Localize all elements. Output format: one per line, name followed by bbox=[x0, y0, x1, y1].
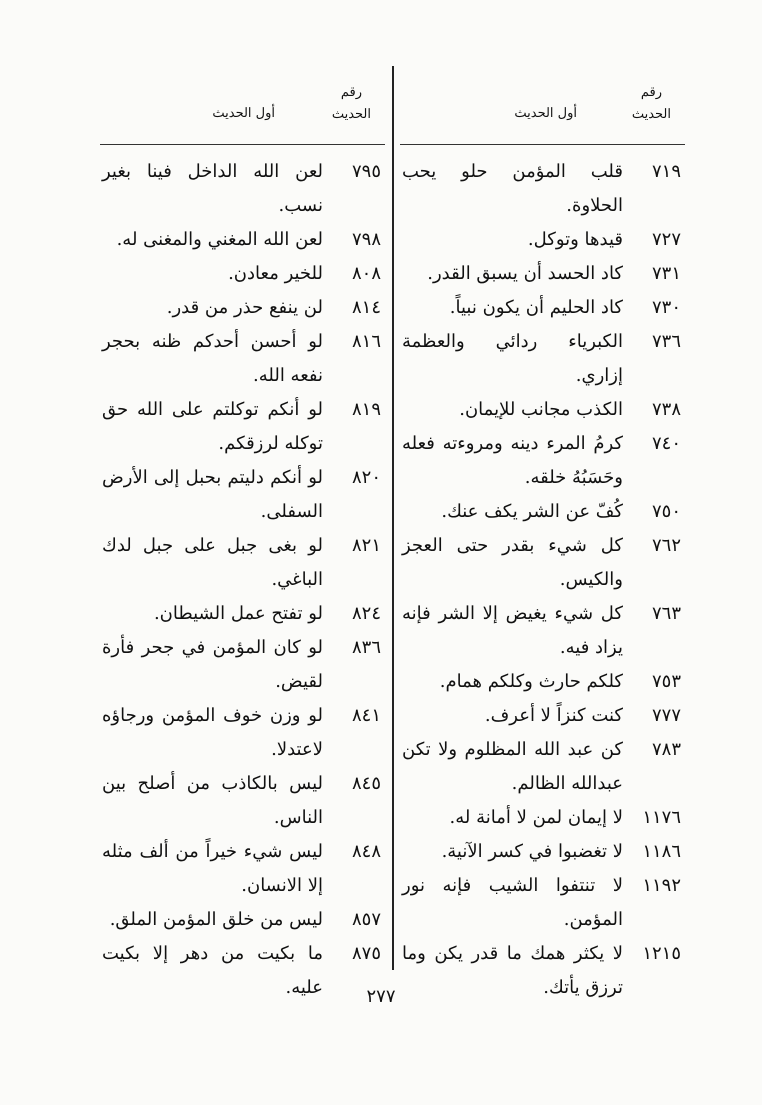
hadith-entry bbox=[100, 291, 385, 325]
hadith-number: ٧٩٥ bbox=[351, 161, 381, 182]
hadith-entry bbox=[400, 257, 685, 291]
hadith-text: للخير معادن. bbox=[228, 263, 323, 284]
hadith-text: قيدها وتوكل. bbox=[527, 229, 623, 250]
hadith-number: ٨٤٨ bbox=[351, 841, 381, 862]
hadith-text: لا يكثر همك ما قدر يكن وما ترزق يأتك. bbox=[402, 943, 623, 998]
hadith-number: ٧٣٨ bbox=[651, 399, 681, 420]
hadith-number: ٧٢٧ bbox=[651, 229, 681, 250]
hadith-text: قلب المؤمن حلو يحب الحلاوة. bbox=[402, 161, 623, 216]
hadith-text: لعن الله الداخل فينا بغير نسب. bbox=[102, 161, 323, 216]
hadith-number: ٨٢١ bbox=[351, 535, 381, 556]
hadith-entry bbox=[100, 393, 385, 461]
hadith-entry bbox=[100, 835, 385, 903]
hadith-entry bbox=[100, 903, 385, 937]
left-header-title: أول الحديث bbox=[212, 106, 275, 121]
hadith-text: لو تفتح عمل الشيطان. bbox=[153, 603, 323, 624]
hadith-text: لعن الله المغني والمغنى له. bbox=[116, 229, 323, 250]
hadith-entry bbox=[100, 699, 385, 767]
hadith-entry bbox=[400, 665, 685, 699]
hadith-text: كلكم حارث وكلكم همام. bbox=[439, 671, 623, 692]
hadith-entry bbox=[400, 801, 685, 835]
hadith-text: ليس من خلق المؤمن الملق. bbox=[109, 909, 323, 930]
right-header-num-line2: الحديث bbox=[631, 107, 671, 122]
hadith-text: لو كان المؤمن في جحر فأرة لقيض. bbox=[102, 637, 323, 692]
hadith-text: كاد الحليم أن يكون نبياً. bbox=[449, 297, 623, 318]
hadith-number: ٧٧٧ bbox=[651, 705, 681, 726]
hadith-number: ٧٤٠ bbox=[651, 433, 681, 454]
column-divider bbox=[392, 66, 394, 970]
hadith-number: ٨٧٥ bbox=[351, 943, 381, 964]
right-header-title: أول الحديث bbox=[514, 106, 577, 121]
hadith-text: ليس بالكاذب من أصلح بين الناس. bbox=[102, 773, 323, 828]
hadith-entry bbox=[100, 223, 385, 257]
hadith-number: ٧٣٠ bbox=[651, 297, 681, 318]
hadith-number: ٧٥٣ bbox=[651, 671, 681, 692]
hadith-entry bbox=[400, 529, 685, 597]
hadith-text: كل شيء بقدر حتى العجز والكيس. bbox=[402, 535, 623, 590]
hadith-entry bbox=[100, 257, 385, 291]
hadith-entry bbox=[100, 767, 385, 835]
hadith-number: ٨٤٥ bbox=[351, 773, 381, 794]
hadith-entry bbox=[400, 869, 685, 937]
hadith-number: ٨٣٦ bbox=[351, 637, 381, 658]
hadith-entry bbox=[400, 699, 685, 733]
right-header-num-line1: رقم bbox=[640, 85, 662, 100]
hadith-number: ١١٩٢ bbox=[642, 875, 681, 896]
hadith-number: ٧١٩ bbox=[651, 161, 681, 182]
hadith-text: لو أنكم توكلتم على الله حق توكله لرزقكم. bbox=[102, 399, 323, 454]
hadith-entry bbox=[400, 427, 685, 495]
hadith-text: كاد الحسد أن يسبق القدر. bbox=[427, 263, 623, 284]
hadith-number: ٧٦٣ bbox=[651, 603, 681, 624]
hadith-number: ٨١٩ bbox=[351, 399, 381, 420]
hadith-text: كل شيء يغيض إلا الشر فإنه يزاد فيه. bbox=[402, 603, 623, 658]
hadith-text: الكذب مجانب للإيمان. bbox=[459, 399, 623, 420]
left-hadith-list bbox=[100, 155, 385, 1005]
left-header-num-line2: الحديث bbox=[331, 107, 371, 122]
hadith-entry bbox=[100, 461, 385, 529]
hadith-number: ٨١٤ bbox=[351, 297, 381, 318]
hadith-number: ٨١٦ bbox=[351, 331, 381, 352]
hadith-text: ما بكيت من دهر إلا بكيت عليه. bbox=[102, 943, 323, 998]
hadith-text: لا تغضبوا في كسر الآنية. bbox=[441, 841, 623, 862]
left-header-num-line1: رقم bbox=[340, 85, 362, 100]
page-number: ٢٧٧ bbox=[366, 986, 396, 1007]
hadith-number: ٧٨٣ bbox=[651, 739, 681, 760]
hadith-text: كن عبد الله المظلوم ولا تكن عبدالله الظالم. bbox=[402, 739, 623, 794]
left-header-rule bbox=[100, 144, 385, 145]
hadith-text: كرمُ المرء دينه ومروءته فعله وحَسَبُهُ خلقه. bbox=[402, 433, 623, 488]
hadith-text: لو بغى جبل على جبل لدك الباغي. bbox=[102, 535, 323, 590]
hadith-text: الكبرياء ردائي والعظمة إزاري. bbox=[402, 331, 623, 386]
hadith-entry bbox=[400, 733, 685, 801]
right-header-rule bbox=[400, 144, 685, 145]
hadith-number: ٧٣٦ bbox=[651, 331, 681, 352]
hadith-entry bbox=[400, 223, 685, 257]
hadith-entry bbox=[100, 631, 385, 699]
hadith-entry bbox=[400, 291, 685, 325]
right-column-header bbox=[400, 70, 685, 140]
hadith-text: كنت كنزاً لا أعرف. bbox=[484, 705, 623, 726]
hadith-entry bbox=[400, 597, 685, 665]
hadith-number: ٨٠٨ bbox=[351, 263, 381, 284]
hadith-entry bbox=[100, 155, 385, 223]
hadith-entry bbox=[400, 325, 685, 393]
hadith-entry bbox=[400, 155, 685, 223]
hadith-number: ٨٥٧ bbox=[351, 909, 381, 930]
hadith-entry bbox=[100, 529, 385, 597]
hadith-text: ليس شيء خيراً من ألف مثله إلا الانسان. bbox=[102, 841, 323, 896]
hadith-text: لا تنتفوا الشيب فإنه نور المؤمن. bbox=[402, 875, 623, 930]
hadith-text: لو أحسن أحدكم ظنه بحجر نفعه الله. bbox=[102, 331, 323, 386]
hadith-entry bbox=[100, 597, 385, 631]
hadith-text: لو أنكم دليتم بحبل إلى الأرض السفلى. bbox=[102, 467, 323, 522]
hadith-number: ٨٤١ bbox=[351, 705, 381, 726]
right-hadith-list bbox=[400, 155, 685, 1005]
hadith-entry bbox=[400, 495, 685, 529]
hadith-number: ١١٧٦ bbox=[642, 807, 681, 828]
hadith-number: ٨٢٠ bbox=[351, 467, 381, 488]
hadith-text: لا إيمان لمن لا أمانة له. bbox=[449, 807, 623, 828]
hadith-entry bbox=[100, 325, 385, 393]
hadith-entry bbox=[400, 835, 685, 869]
hadith-text: لو وزن خوف المؤمن ورجاؤه لاعتدلا. bbox=[102, 705, 323, 760]
hadith-number: ١١٨٦ bbox=[642, 841, 681, 862]
hadith-number: ٧٥٠ bbox=[651, 501, 681, 522]
hadith-entry bbox=[400, 393, 685, 427]
hadith-number: ١٢١٥ bbox=[642, 943, 681, 964]
hadith-number: ٧٦٢ bbox=[651, 535, 681, 556]
hadith-number: ٧٣١ bbox=[651, 263, 681, 284]
hadith-text: كُفّ عن الشر يكف عنك. bbox=[441, 501, 623, 522]
hadith-number: ٨٢٤ bbox=[351, 603, 381, 624]
right-header-num bbox=[632, 82, 671, 126]
left-column-header bbox=[100, 70, 385, 140]
left-header-num bbox=[332, 82, 371, 126]
hadith-number: ٧٩٨ bbox=[351, 229, 381, 250]
hadith-text: لن ينفع حذر من قدر. bbox=[166, 297, 323, 318]
